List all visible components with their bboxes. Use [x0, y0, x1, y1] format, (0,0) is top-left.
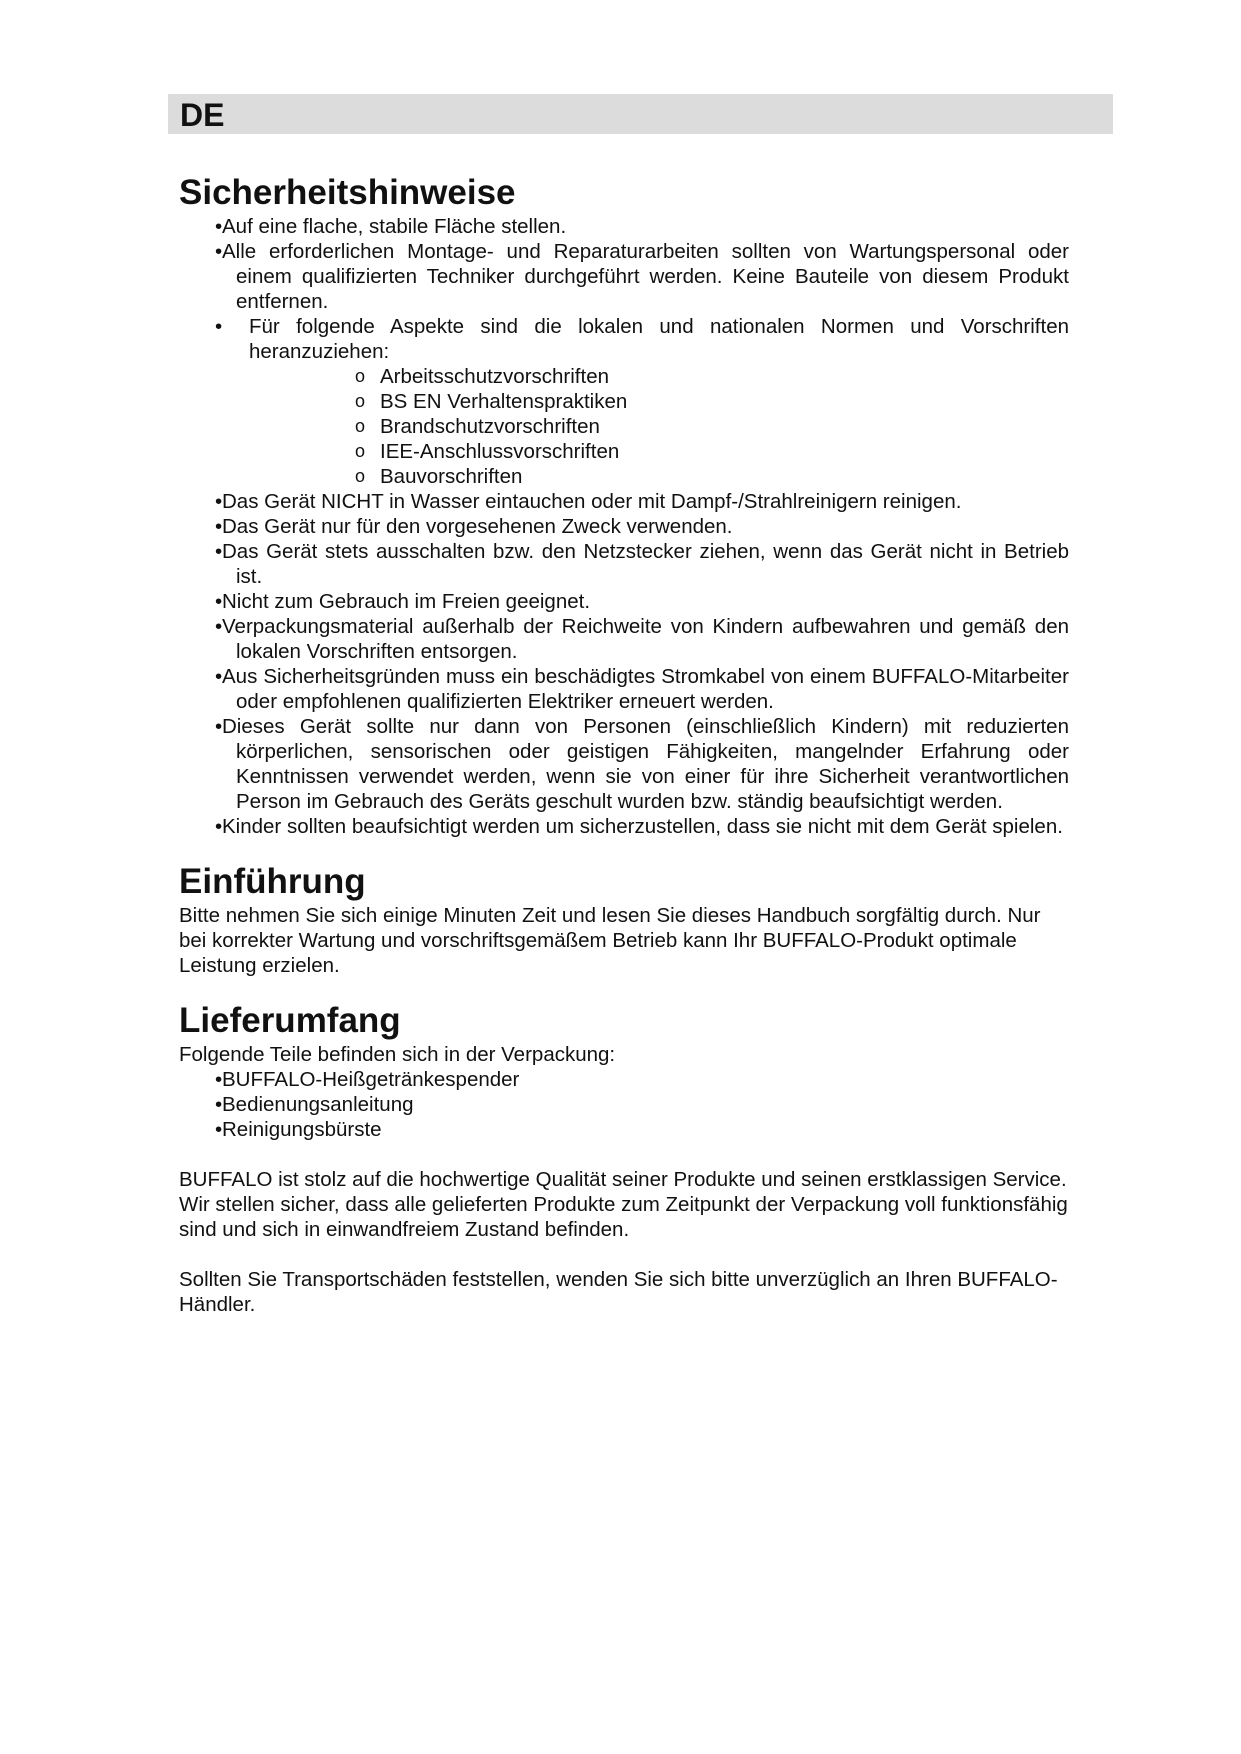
sub-list-item: o BS EN Verhaltenspraktiken — [355, 390, 628, 413]
bullet-icon: • — [215, 590, 223, 613]
safety-heading: Sicherheitshinweise — [179, 173, 516, 212]
list-item: • Bedienungsanleitung — [215, 1093, 414, 1116]
list-item: • Nicht zum Gebrauch im Freien geeignet. — [215, 590, 591, 613]
circle-bullet-icon: o — [355, 366, 366, 386]
bullet-icon: • — [215, 1118, 223, 1141]
list-item: • Kinder sollten beaufsichtigt werden um sicherzustellen, dass sie nicht mit dem Gerät spielen. — [215, 815, 1063, 838]
circle-bullet-icon: o — [355, 466, 366, 486]
regulations-sublist — [249, 364, 1069, 489]
list-item: • BUFFALO-Heißgetränkespender — [215, 1068, 520, 1091]
circle-bullet-icon: o — [355, 441, 366, 461]
list-item: • Das Gerät nur für den vorgesehenen Zweck verwenden. — [215, 515, 733, 538]
list-item: • Aus Sicherheitsgründen muss ein beschädigtes Stromkabel von einem BUFFALO-Mitarbeiter oder empfohlenen qualifizierten Elektriker erneuert werden. — [215, 665, 1069, 713]
sub-list-item: o Brandschutzvorschriften — [355, 415, 600, 438]
bullet-icon: • — [215, 490, 223, 513]
bullet-icon: • — [215, 815, 223, 838]
scope-lead: Folgende Teile befinden sich in der Verpackung: — [179, 1043, 616, 1066]
page-content — [179, 172, 1069, 1317]
list-item: • Reinigungsbürste — [215, 1118, 382, 1141]
scope-list — [179, 1067, 1069, 1142]
language-code: DE — [180, 97, 225, 133]
bullet-icon: • — [215, 240, 223, 263]
bullet-icon: • — [215, 540, 223, 563]
bullet-icon: • — [215, 515, 223, 538]
quality-paragraph: BUFFALO ist stolz auf die hochwertige Qualität seiner Produkte und seinen erstklassigen Service. Wir stellen sicher, dass alle gelieferten Produkte zum Zeitpunkt der Verpackung voll funktionsfähig sind und sich in einwandfreiem Zustand befinden. — [179, 1168, 1068, 1241]
list-item: • Für folgende Aspekte sind die lokalen und nationalen Normen und Vorschriften heranzuziehen: o Arbeitsschutzvorschriften o BS EN Verhaltenspraktiken o Brandschutzvorschriften o IEE-Anschlussvorschriften o Bauvorschriften — [215, 315, 1069, 488]
list-item: • Das Gerät stets ausschalten bzw. den Netzstecker ziehen, wenn das Gerät nicht in Betrieb ist. — [215, 540, 1069, 588]
bullet-icon: • — [215, 215, 223, 238]
intro-text: Bitte nehmen Sie sich einige Minuten Zeit und lesen Sie dieses Handbuch sorgfältig durch. Nur bei korrekter Wartung und vorschriftsgemäßem Betrieb kann Ihr BUFFALO-Produkt optimale Leistung erzielen. — [179, 904, 1041, 977]
bullet-icon: • — [215, 315, 223, 338]
safety-list — [179, 214, 1069, 839]
scope-heading: Lieferumfang — [179, 1001, 401, 1040]
bullet-icon: • — [215, 1068, 223, 1091]
bullet-icon: • — [215, 1093, 223, 1116]
circle-bullet-icon: o — [355, 391, 366, 411]
bullet-icon: • — [215, 665, 223, 688]
bullet-icon: • — [215, 715, 223, 738]
sub-list-item: o Bauvorschriften — [355, 465, 523, 488]
language-bar — [168, 94, 1113, 134]
list-item: • Das Gerät NICHT in Wasser eintauchen oder mit Dampf-/Strahlreinigern reinigen. — [215, 490, 962, 513]
damage-paragraph: Sollten Sie Transportschäden feststellen, wenden Sie sich bitte unverzüglich an Ihren BUFFALO-Händler. — [179, 1268, 1058, 1316]
list-item: • Auf eine flache, stabile Fläche stellen. — [215, 215, 567, 238]
list-item: • Alle erforderlichen Montage- und Reparaturarbeiten sollten von Wartungspersonal oder einem qualifizierten Techniker durchgeführt werden. Keine Bauteile von diesem Produkt entfernen. — [215, 240, 1069, 313]
sub-list-item: o Arbeitsschutzvorschriften — [355, 365, 610, 388]
intro-heading: Einführung — [179, 862, 366, 901]
circle-bullet-icon: o — [355, 416, 366, 436]
bullet-icon: • — [215, 615, 223, 638]
list-item: • Dieses Gerät sollte nur dann von Personen (einschließlich Kindern) mit reduzierten körperlichen, sensorischen oder geistigen Fähigkeiten, mangelnder Erfahrung oder Kenntnissen verwendet werden, wenn sie von einer für ihre Sicherheit verantwortlichen Person im Gebrauch des Geräts geschult wurden bzw. ständig beaufsichtigt werden. — [215, 715, 1069, 813]
list-item: • Verpackungsmaterial außerhalb der Reichweite von Kindern aufbewahren und gemäß den lokalen Vorschriften entsorgen. — [215, 615, 1069, 663]
sub-list-item: o IEE-Anschlussvorschriften — [355, 440, 620, 463]
